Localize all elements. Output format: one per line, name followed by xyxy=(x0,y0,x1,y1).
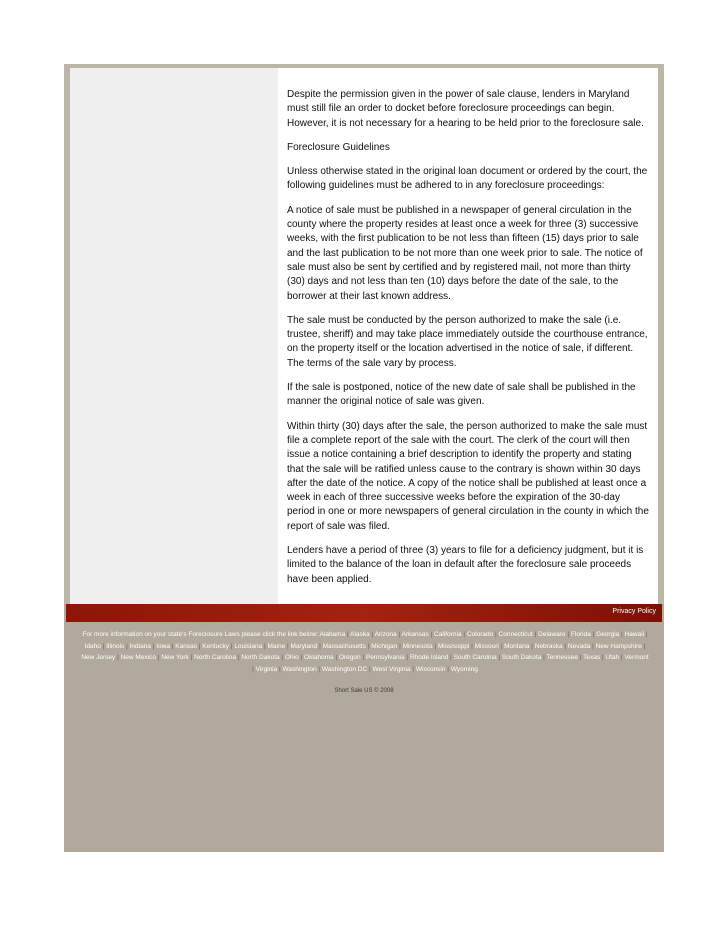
state-link-wisconsin[interactable]: Wisconsin xyxy=(415,665,446,673)
link-separator: | xyxy=(360,654,366,661)
state-link-connecticut[interactable]: Connecticut xyxy=(498,631,533,638)
state-link-missouri[interactable]: Missouri xyxy=(474,642,499,650)
state-link-idaho[interactable]: Idaho xyxy=(84,642,101,650)
state-links xyxy=(80,629,650,675)
link-separator: | xyxy=(196,642,203,650)
state-link-washington-dc[interactable]: Washington DC xyxy=(321,665,368,673)
state-link-michigan[interactable]: Michigan xyxy=(371,642,398,650)
link-separator: | xyxy=(641,642,646,650)
link-separator: | xyxy=(432,642,438,650)
state-links-intro: For more information on your state's Foreclosure Laws please click the link below: xyxy=(82,631,320,638)
page-frame xyxy=(64,64,664,852)
link-separator: | xyxy=(279,654,285,661)
link-separator: | xyxy=(124,642,130,650)
paragraph-sale-conduct: The sale must be conducted by the person authorized to make the sale (i.e. trustee, sheriff) and may take place immediately outside the courthouse entrance, on the property itself or the location advertised in the notice of sale, if different. The terms of the sale vary by process. xyxy=(287,314,648,369)
link-separator: | xyxy=(493,631,499,638)
state-link-arizona[interactable]: Arizona xyxy=(374,631,397,638)
state-link-iowa[interactable]: Iowa xyxy=(156,642,170,650)
link-separator: | xyxy=(188,654,195,661)
state-link-rhode-island[interactable]: Rhode Island xyxy=(409,654,449,661)
link-separator: | xyxy=(410,665,416,673)
link-separator: | xyxy=(365,642,372,650)
state-link-west-virginia[interactable]: West Virginia xyxy=(372,665,411,673)
left-sidebar xyxy=(70,68,278,604)
link-separator: | xyxy=(298,654,305,661)
link-separator: | xyxy=(404,654,410,661)
link-separator: | xyxy=(469,642,475,650)
state-link-new-york[interactable]: New York xyxy=(161,654,189,661)
state-link-south-dakota[interactable]: South Dakota xyxy=(501,654,542,661)
state-link-utah[interactable]: Utah xyxy=(605,654,620,661)
link-separator: | xyxy=(565,631,571,638)
state-link-illinois[interactable]: Illinois xyxy=(106,642,125,650)
state-link-arkansas[interactable]: Arkansas xyxy=(401,631,429,638)
link-separator: | xyxy=(115,654,121,661)
state-link-south-carolina[interactable]: South Carolina xyxy=(453,654,497,661)
link-separator: | xyxy=(100,642,107,650)
link-separator: | xyxy=(644,631,648,638)
link-separator: | xyxy=(562,642,568,650)
state-link-vermont[interactable]: Vermont xyxy=(624,654,649,661)
link-separator: | xyxy=(229,642,235,650)
state-link-nevada[interactable]: Nevada xyxy=(567,642,591,650)
link-separator: | xyxy=(529,642,535,650)
state-link-mississippi[interactable]: Mississippi xyxy=(437,642,470,650)
state-link-georgia[interactable]: Georgia xyxy=(596,631,620,638)
state-link-texas[interactable]: Texas xyxy=(583,654,601,661)
state-link-kentucky[interactable]: Kentucky xyxy=(202,642,230,650)
paragraph-notice-of-sale: A notice of sale must be published in a newspaper of general circulation in the county where the property resides at least once a week for three (3) successive weeks, with the first publication to be not less than fifteen (15) days prior to sale and the last publication to be not more than one week prior to sale. The notice of sale must also be sent by certified and by registered mail, not more than thirty (30) days and not less than ten (10) days before the date of the sale, to the borrower at their last known address. xyxy=(287,204,643,302)
paragraph-docket: Despite the permission given in the power of sale clause, lenders in Maryland must still file an order to docket before foreclosure proceedings can begin. However, it is not necessary for a hearing to be held prior to the foreclosure sale. xyxy=(287,89,644,129)
link-separator: | xyxy=(448,654,454,661)
state-link-maine[interactable]: Maine xyxy=(267,642,286,650)
state-link-oregon[interactable]: Oregon xyxy=(338,654,361,661)
paragraph-postponement: If the sale is postponed, notice of the new date of sale shall be published in the manner the original notice of sale was given. xyxy=(287,382,636,408)
state-link-colorado[interactable]: Colorado xyxy=(466,631,494,638)
state-link-ohio[interactable]: Ohio xyxy=(284,654,299,661)
link-separator: | xyxy=(396,631,402,638)
link-separator: | xyxy=(532,631,539,638)
state-link-tennessee[interactable]: Tennessee xyxy=(546,654,578,661)
state-link-nebraska[interactable]: Nebraska xyxy=(534,642,563,650)
state-link-north-dakota[interactable]: North Dakota xyxy=(241,654,280,661)
link-separator: | xyxy=(498,642,505,650)
link-separator: | xyxy=(577,654,584,661)
state-link-pennsylvania[interactable]: Pennsylvania xyxy=(365,654,405,661)
link-separator: | xyxy=(590,631,597,638)
state-link-massachusetts[interactable]: Massachusetts xyxy=(322,642,366,650)
link-separator: | xyxy=(262,642,268,650)
state-link-alabama[interactable]: Alabama xyxy=(319,631,346,638)
link-separator: | xyxy=(461,631,467,638)
state-link-louisiana[interactable]: Louisiana xyxy=(234,642,263,650)
link-separator: | xyxy=(397,642,403,650)
link-separator: | xyxy=(156,654,162,661)
link-separator: | xyxy=(369,631,375,638)
link-separator: | xyxy=(428,631,435,638)
link-separator: | xyxy=(496,654,502,661)
link-separator: | xyxy=(252,665,256,673)
state-link-montana[interactable]: Montana xyxy=(504,642,530,650)
state-link-maryland[interactable]: Maryland xyxy=(290,642,318,650)
state-link-florida[interactable]: Florida xyxy=(570,631,591,638)
state-link-oklahoma[interactable]: Oklahoma xyxy=(304,654,334,661)
paragraph-deficiency-judgment: Lenders have a period of three (3) years to file for a deficiency judgment, but it is limited to the balance of the loan in default after the foreclosure sale proceeds have been applied. xyxy=(287,545,644,585)
link-separator: | xyxy=(236,654,242,661)
link-separator: | xyxy=(169,642,176,650)
state-link-washington[interactable]: Washington xyxy=(282,665,317,673)
section-heading-guidelines: Foreclosure Guidelines xyxy=(287,141,390,153)
link-separator: | xyxy=(367,665,373,673)
article-body xyxy=(287,88,649,597)
state-link-delaware[interactable]: Delaware xyxy=(538,631,566,638)
link-separator: | xyxy=(277,665,283,673)
state-link-new-mexico[interactable]: New Mexico xyxy=(120,654,157,661)
main-content xyxy=(278,68,658,604)
footer-bar xyxy=(66,604,662,622)
state-link-new-hampshire[interactable]: New Hampshire xyxy=(595,642,642,650)
state-link-california[interactable]: California xyxy=(434,631,462,638)
state-link-new-jersey[interactable]: New Jersey xyxy=(81,654,116,661)
link-separator: | xyxy=(541,654,547,661)
copyright: Short Sale US © 2008 xyxy=(334,688,394,694)
content-band xyxy=(64,64,664,604)
state-link-virginia[interactable]: Virginia xyxy=(255,665,278,673)
state-link-wyoming[interactable]: Wyoming xyxy=(450,665,478,673)
link-separator: | xyxy=(619,654,625,661)
state-link-hawaii[interactable]: Hawaii xyxy=(624,631,645,638)
paragraph-guidelines-intro: Unless otherwise stated in the original loan document or ordered by the court, the following guidelines must be adhered to in any foreclosure proceedings: xyxy=(287,166,648,192)
state-link-alaska[interactable]: Alaska xyxy=(350,631,370,638)
privacy-policy-link[interactable]: Privacy Policy xyxy=(612,608,656,615)
state-link-kansas[interactable]: Kansas xyxy=(175,642,197,650)
link-separator: | xyxy=(316,665,322,673)
state-link-minnesota[interactable]: Minnesota xyxy=(402,642,433,650)
state-link-north-carolina[interactable]: North Carolina xyxy=(194,654,237,661)
link-separator: | xyxy=(600,654,606,661)
link-separator: | xyxy=(285,642,291,650)
link-separator: | xyxy=(150,642,157,650)
paragraph-report-of-sale: Within thirty (30) days after the sale, the person authorized to make the sale must file a complete report of the sale with the court. The clerk of the court will then issue a notice containing a brief description to identify the property and stating that the sale will be ratified unless cause to the contrary is shown within 30 days after the date of the notice. A copy of the notice shall be published at least once a week in each of three successive weeks before the expiration of the 30-day period in one or more newspapers of general circulation in the county in which the report of sale was filed. xyxy=(287,420,649,532)
link-separator: | xyxy=(445,665,451,673)
link-separator: | xyxy=(317,642,323,650)
link-separator: | xyxy=(590,642,596,650)
link-separator: | xyxy=(619,631,625,638)
state-link-indiana[interactable]: Indiana xyxy=(129,642,151,650)
link-separator: | xyxy=(345,631,351,638)
link-separator: | xyxy=(333,654,339,661)
